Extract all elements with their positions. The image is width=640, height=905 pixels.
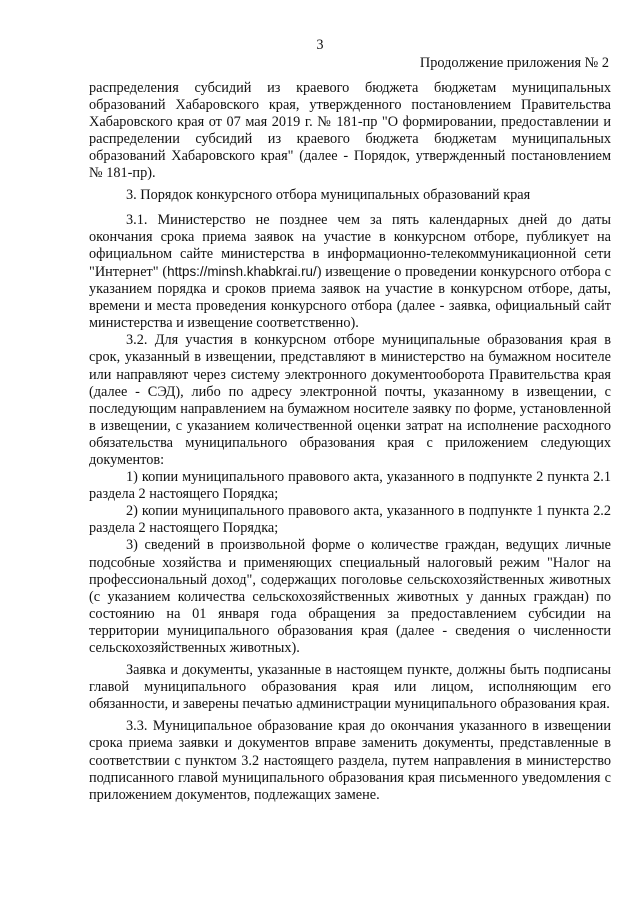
continuation-note: Продолжение приложения № 2 bbox=[419, 55, 609, 71]
paragraph-3-1-end: ) извещение о проведении конкурсного отбора с указанием порядка и сроков приема заявок на участие в конкурсном отборе, даты, времени и места проведения конкурсного отбора (далее - заявка, официальный сайт министерства и извещение соответственно). bbox=[89, 263, 611, 332]
website-link[interactable]: https://minsh.khabkrai.ru/ bbox=[167, 263, 317, 279]
section-heading: 3. Порядок конкурсного отбора муниципальных образований края bbox=[126, 186, 531, 203]
document-body bbox=[89, 80, 611, 804]
list-item-1: 1) копии муниципального правового акта, указанного в подпункте 2 пункта 2.1 раздела 2 настоящего Порядка; bbox=[89, 469, 611, 503]
paragraph-3-1-start: 3.1. Министерство не позднее чем за пять календарных дней до даты окончания срока приема заявок на участие в конкурсном отборе, публикует на официальном сайте министерства в информационно-телекоммуникационной сети "Интернет" ( bbox=[89, 211, 611, 280]
paragraph-signature-requirement: Заявка и документы, указанные в настоящем пункте, должны быть подписаны главой муниципального образования края или лицом, исполняющим его обязанности, и заверены печатью администрации муниципального образования края. bbox=[89, 662, 611, 713]
paragraph-3-3: 3.3. Муниципальное образование края до окончания указанного в извещении срока приема заявки и документов вправе заменить документы, представленные в соответствии с пунктом 3.2 настоящего раздела, путем направления в министерство подписанного главой муниципального образования края письменного уведомления с приложением документов, подлежащих замене. bbox=[89, 718, 611, 803]
paragraph-3-1 bbox=[89, 212, 611, 333]
page-number: 3 bbox=[316, 37, 324, 53]
list-item-3: 3) сведений в произвольной форме о количестве граждан, ведущих личные подсобные хозяйства и применяющих специальный налоговый режим "Налог на профессиональный доход", содержащих поголовье сельскохозяйственных животных (с указанием количества сельскохозяйственных животных у данных граждан) по состоянию на 01 января года обращения за предоставлением субсидии на территории муниципального образования края (далее - сведения о численности сельскохозяйственных животных). bbox=[89, 537, 611, 656]
paragraph-continuation: распределения субсидий из краевого бюджета бюджетам муниципальных образований Хабаровского края, утвержденного постановлением Правительства Хабаровского края от 07 мая 2019 г. № 181-пр "О формировании, предоставлении и распределении субсидий из краевого бюджета бюджетам муниципальных образований Хабаровского края" (далее - Порядок, утвержденный постановлением № 181-пр). bbox=[89, 80, 611, 182]
paragraph-3-2: 3.2. Для участия в конкурсном отборе муниципальные образования края в срок, указанный в извещении, представляют в министерство на бумажном носителе или направляют через систему электронного документооборота Правительства края (далее - СЭД), либо по адресу электронной почты, указанному в извещении, с последующим направлением на бумажном носителе заявку по форме, установленной в извещении, с указанием количественной оценки затрат на исполнение расходного обязательства муниципального образования края с приложением следующих документов: bbox=[89, 332, 611, 468]
list-item-2: 2) копии муниципального правового акта, указанного в подпункте 1 пункта 2.2 раздела 2 настоящего Порядка; bbox=[89, 503, 611, 537]
